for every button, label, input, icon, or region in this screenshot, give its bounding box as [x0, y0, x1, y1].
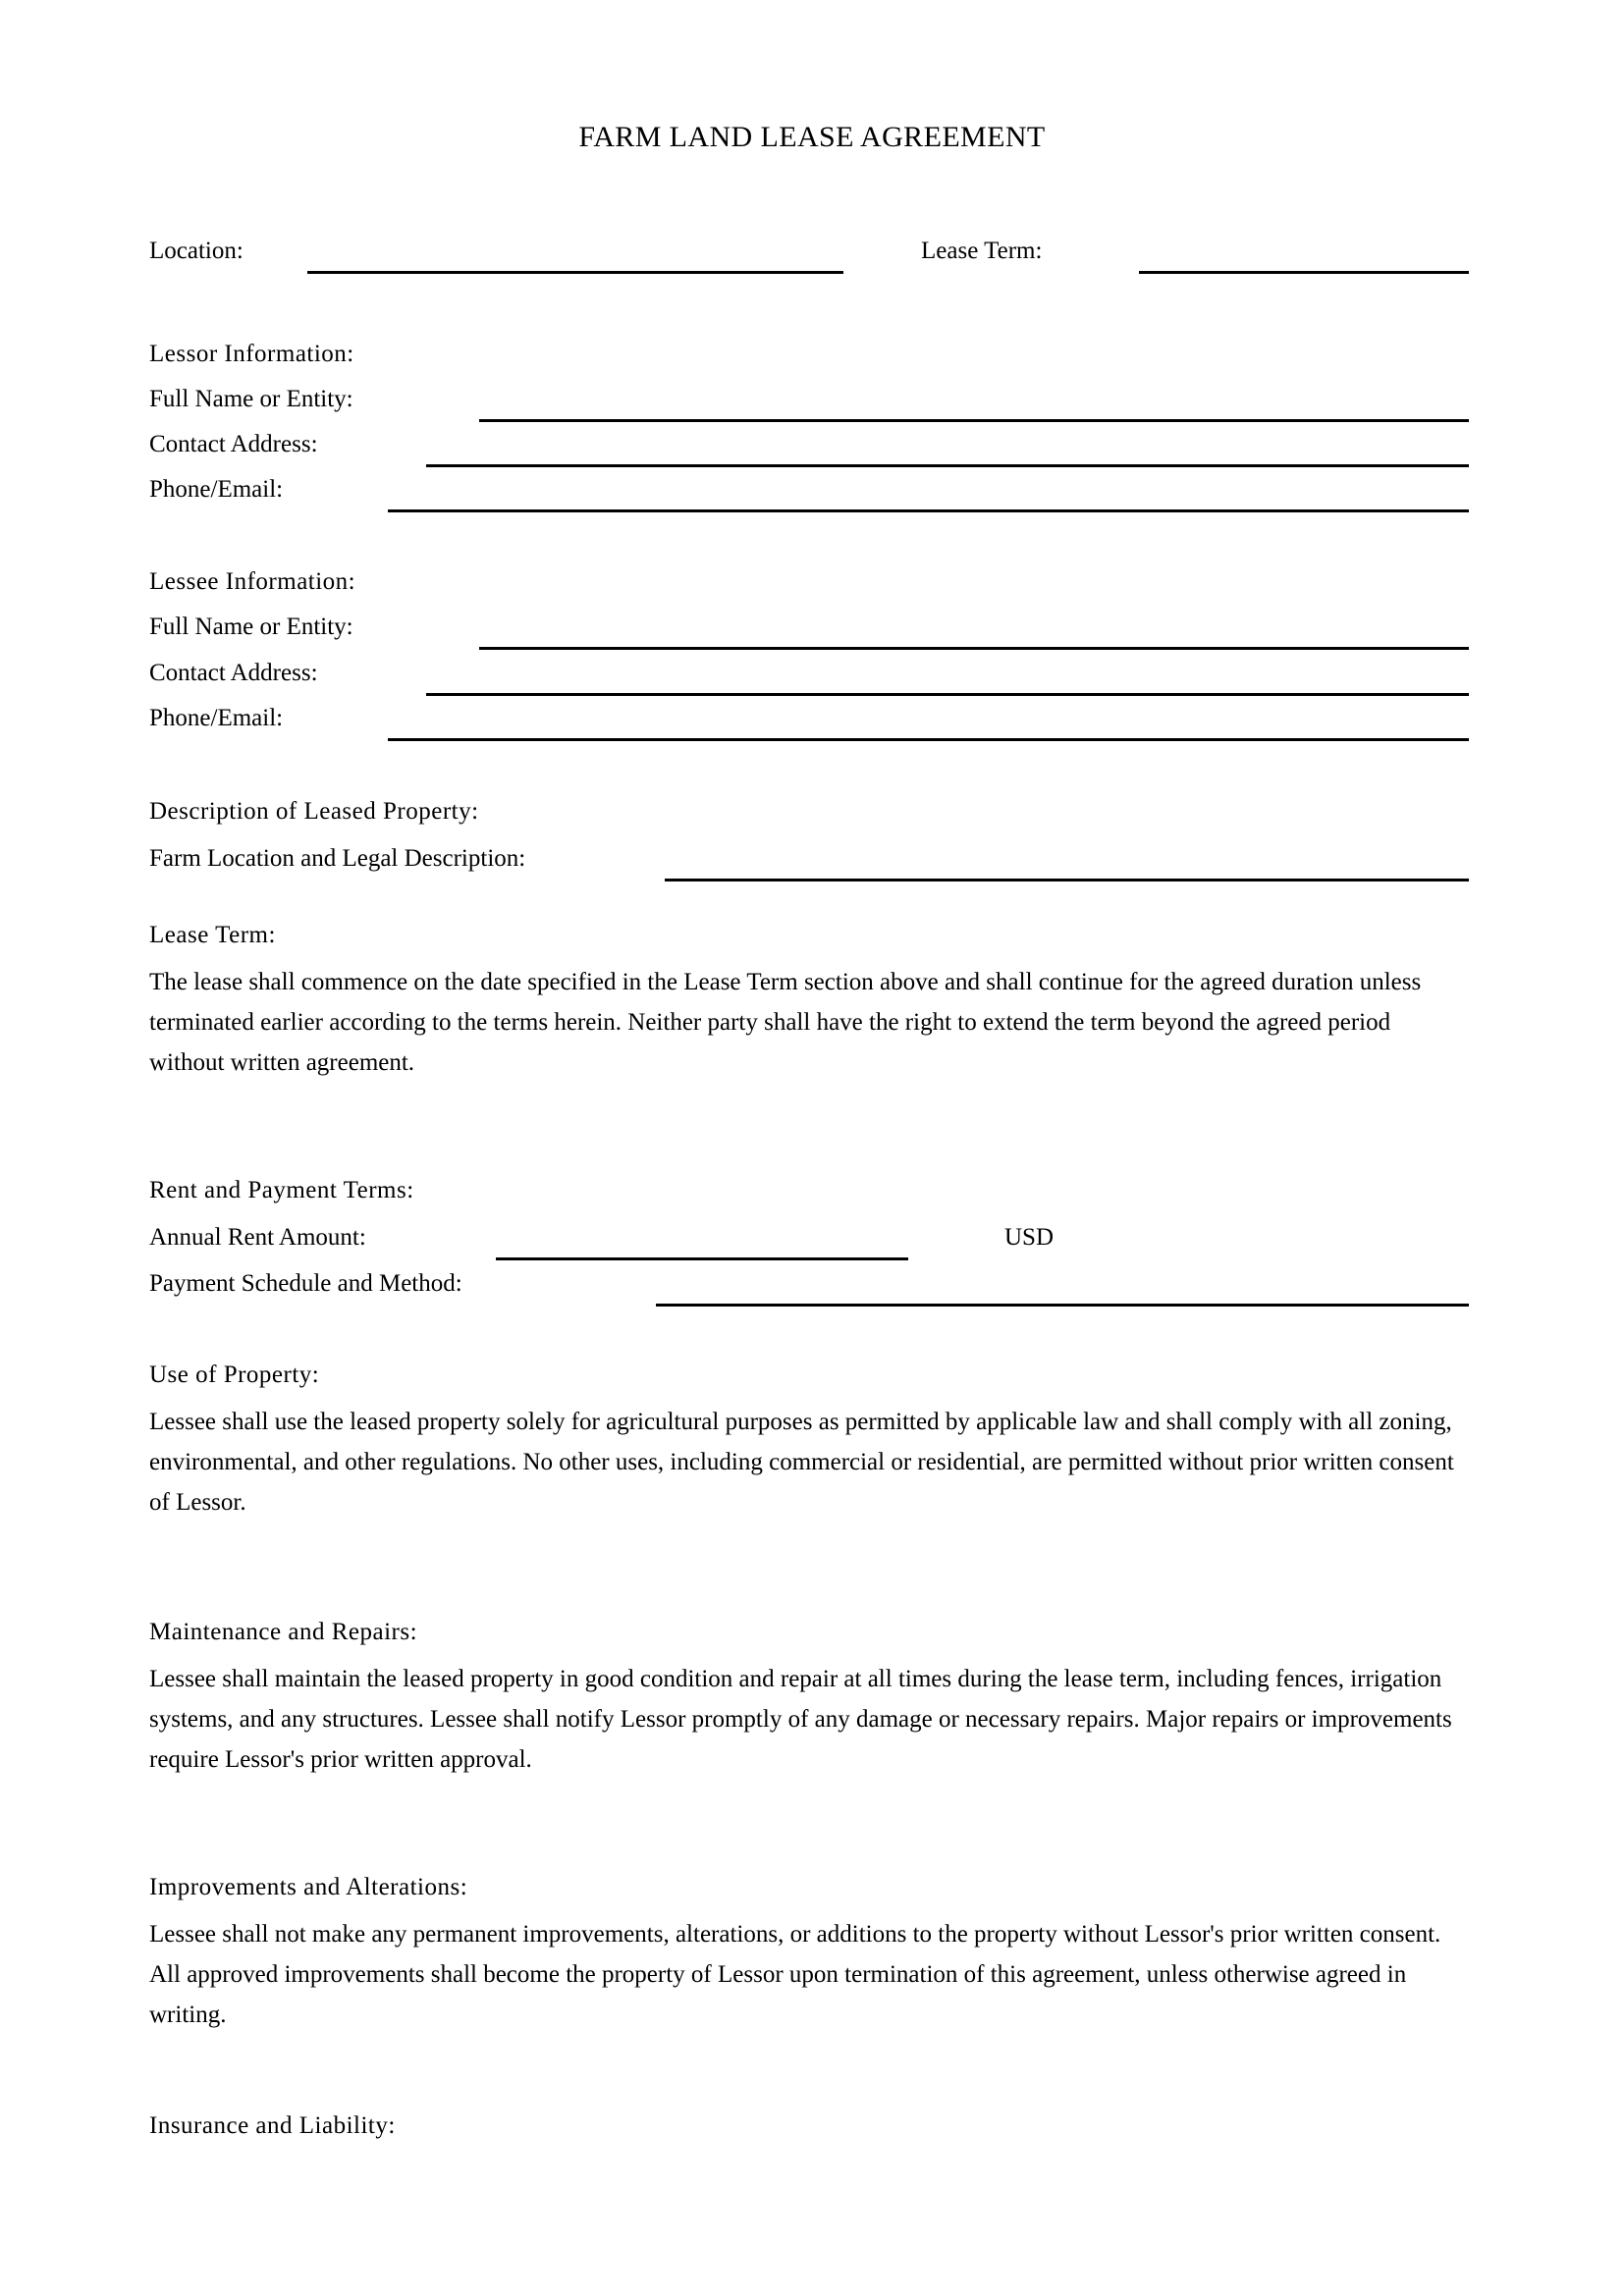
location-input-rule[interactable]: [307, 271, 843, 274]
currency-label: USD: [1004, 1224, 1055, 1251]
lessor-phone-email-rule[interactable]: [388, 509, 1469, 512]
maintenance-heading: Maintenance and Repairs:: [149, 1619, 418, 1645]
annual-rent-rule[interactable]: [496, 1257, 908, 1260]
use-of-property-body: Lessee shall use the leased property solely for agricultural purposes as permitted by applicable law and shall comply with all zoning, environmental, and other regulations. No other uses, including commercial or residential, are permitted without prior written consent of Lessor.: [149, 1409, 1454, 1516]
lessee-contact-address-rule[interactable]: [426, 693, 1469, 696]
lease-term-section-body: The lease shall commence on the date specified in the Lease Term section above and shall continue for the agreed duration unless terminated earlier according to the terms herein. Neither party shall have the right to extend the term beyond the agreed period without written agreement.: [149, 969, 1422, 1076]
lessor-full-name-label: Full Name or Entity:: [149, 386, 353, 412]
improvements-body: Lessee shall not make any permanent improvements, alterations, or additions to the property without Lessor's prior written consent. All approved improvements shall become the property of Lessor upon termination of this agreement, unless otherwise agreed in writing.: [149, 1921, 1441, 2028]
lease-term-label: Lease Term:: [921, 238, 1043, 264]
insurance-heading: Insurance and Liability:: [149, 2112, 396, 2139]
lessee-phone-email-rule[interactable]: [388, 738, 1469, 741]
lease-term-input-rule[interactable]: [1139, 271, 1469, 274]
lessee-phone-email-label: Phone/Email:: [149, 705, 284, 731]
lessor-full-name-rule[interactable]: [479, 419, 1469, 422]
rent-payment-heading: Rent and Payment Terms:: [149, 1177, 414, 1203]
payment-schedule-rule[interactable]: [656, 1304, 1469, 1307]
lessor-contact-address-label: Contact Address:: [149, 431, 318, 457]
property-description-heading: Description of Leased Property:: [149, 798, 479, 825]
farm-location-label: Farm Location and Legal Description:: [149, 845, 526, 872]
lessee-contact-address-label: Contact Address:: [149, 660, 318, 686]
lessor-contact-address-rule[interactable]: [426, 464, 1469, 467]
page-title: FARM LAND LEASE AGREEMENT: [578, 121, 1046, 153]
lessor-phone-email-label: Phone/Email:: [149, 476, 284, 503]
annual-rent-label: Annual Rent Amount:: [149, 1224, 366, 1251]
lessor-information-heading: Lessor Information:: [149, 341, 354, 367]
lessee-full-name-rule[interactable]: [479, 647, 1469, 650]
use-of-property-heading: Use of Property:: [149, 1362, 320, 1388]
lessee-information-heading: Lessee Information:: [149, 568, 356, 595]
maintenance-body: Lessee shall maintain the leased property in good condition and repair at all times during the lease term, including fences, irrigation systems, and any structures. Lessee shall notify Lessor promptly of any damage or necessary repairs. Major repairs or improvements require Lessor's prior written approval.: [149, 1666, 1452, 1773]
lessee-full-name-label: Full Name or Entity:: [149, 614, 353, 640]
lease-term-section-heading: Lease Term:: [149, 922, 276, 948]
location-label: Location:: [149, 238, 244, 264]
farm-location-rule[interactable]: [665, 879, 1469, 881]
payment-schedule-label: Payment Schedule and Method:: [149, 1270, 462, 1297]
improvements-heading: Improvements and Alterations:: [149, 1874, 468, 1900]
